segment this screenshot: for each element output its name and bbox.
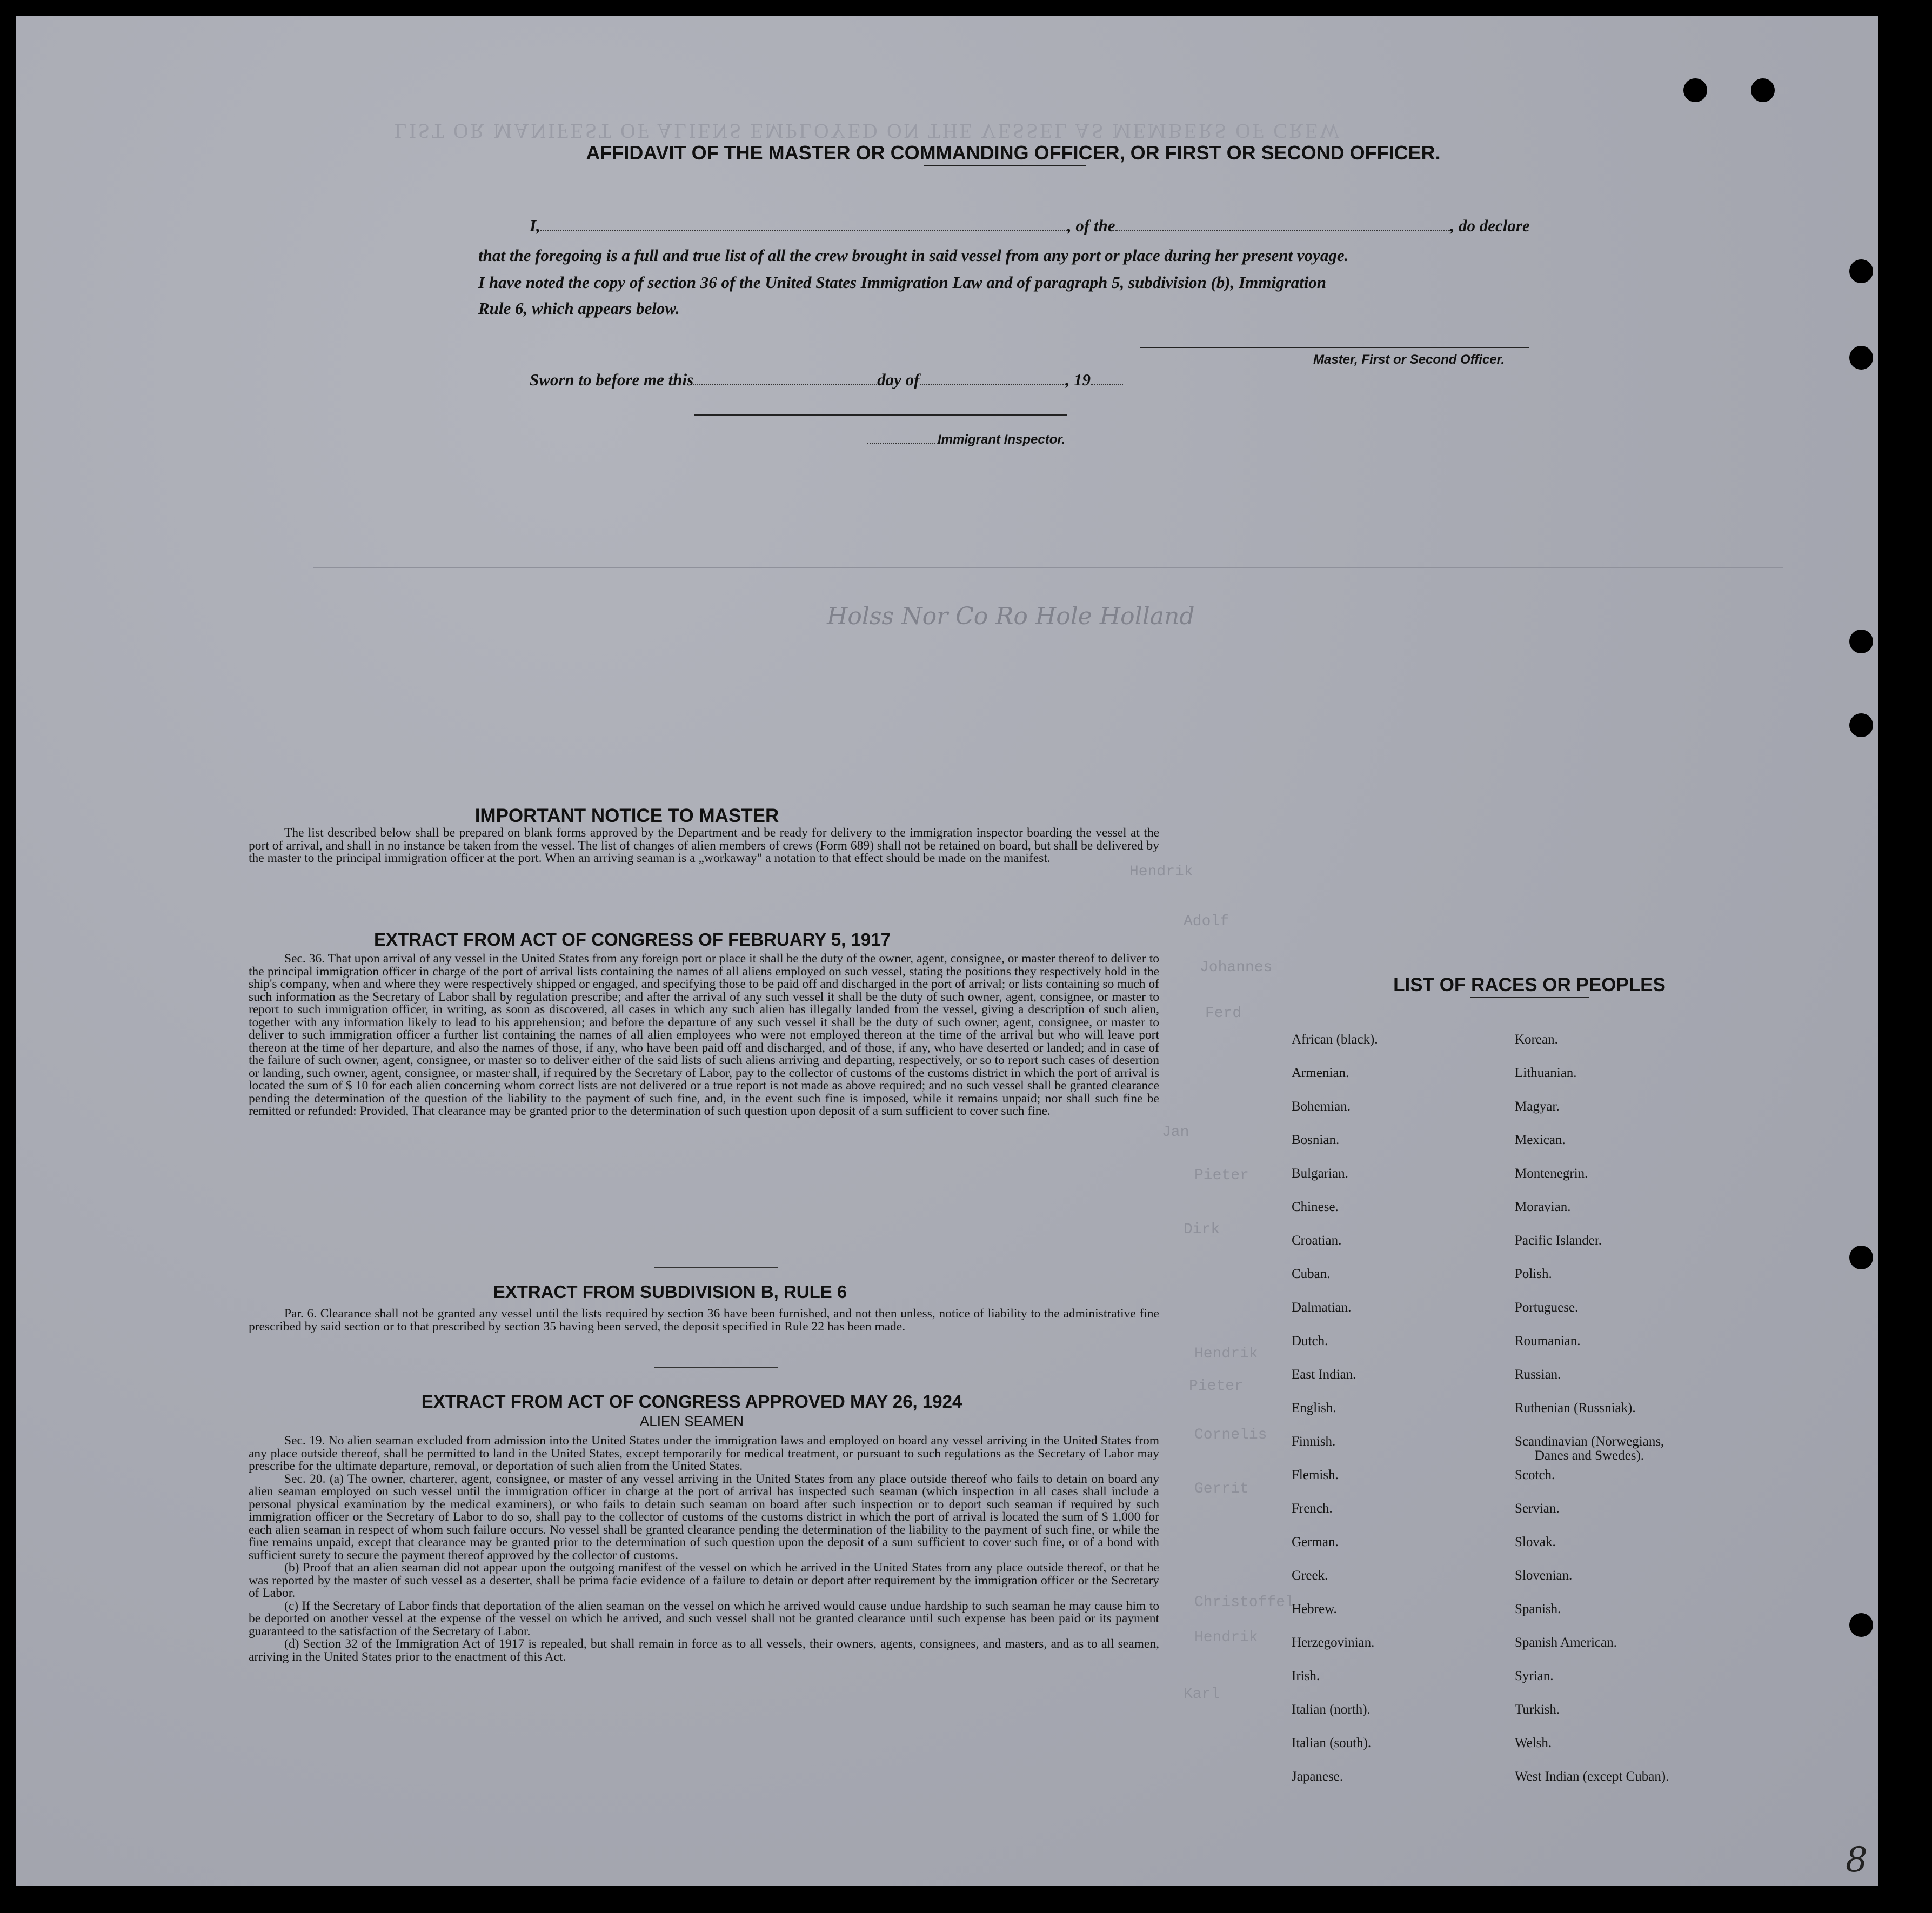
sworn-year-field[interactable] [1091,384,1123,385]
race-item: East Indian. [1292,1367,1356,1382]
punch-hole [1849,1246,1873,1269]
sworn-month-field[interactable] [920,384,1066,385]
bleed-through-name: Jan [1162,1124,1189,1141]
sec20a: Sec. 20. (a) The owner, charterer, agent, consignee, or master of any vessel arriving in the United States from any place outside thereof who fails to detain on board any alien seaman employed on such vessel until the immigration officer in charge at the port of arrival has inspected such seaman (which inspection in all cases shall include a personal physical examination by the medical examiners), or who fails to detain such seaman on board after such inspection or to deport such seaman if required by such immigration officer or the Secretary of Labor to do so, shall pay to the collector of customs of the customs district in which the port of arrival is located the sum of $ 1,000 for each alien seaman in respect of whom such failure occurs. No vessel shall be granted clearance pending the determination of the liability to the payment of such fine, or while the fine remains unpaid, except that clearance may be granted prior to the determination of such question upon the deposit of a sum sufficient to cover such fine, or of a bond with sufficient surety to secure the payment thereof approved by the collector of customs. [249,1471,1159,1562]
race-item: Dalmatian. [1292,1300,1352,1315]
race-item: Croatian. [1292,1233,1342,1248]
race-item: Cuban. [1292,1267,1331,1281]
extract-1917-end-rule [654,1267,778,1268]
sec20b: (b) Proof that an alien seaman did not appear upon the outgoing manifest of the vessel on which he arrived in the United States from any place outside thereof, or that he was reported by the master of such vessel as a deserter, shall be prima facie evidence of a failure to detain or deport after requirement by the immigration officer or the Secretary of Labor. [249,1561,1159,1600]
bleed-through-name: Johannes [1200,959,1273,976]
bleed-through-rule [313,567,1783,568]
race-item: Moravian. [1515,1200,1571,1214]
vessel-label: , of the [1067,216,1115,235]
race-item: Herzegovinian. [1292,1635,1375,1650]
race-item: Roumanian. [1515,1334,1581,1348]
race-item: Polish. [1515,1267,1552,1281]
affidavit-line-3: I have noted the copy of section 36 of the United States Immigration Law and of paragraph 5, subdivision (b), Immigration [478,273,1327,292]
race-item: Montenegrin. [1515,1166,1588,1181]
vessel-name-field[interactable] [1115,230,1450,231]
bleed-through-name: Pieter [1194,1167,1249,1184]
race-item: Spanish. [1515,1602,1561,1616]
race-item: Finnish. [1292,1434,1336,1449]
bleed-through-handwriting: Holss Nor Co Ro Hole Holland [827,603,1195,630]
extract-1917-title: EXTRACT FROM ACT OF CONGRESS OF FEBRUARY 5, 1917 [374,929,891,949]
sworn-line [530,370,1123,390]
race-item: French. [1292,1501,1333,1516]
affidavit-title-rule [924,165,1086,166]
race-item: Greek. [1292,1568,1328,1583]
race-item: Scandinavian (Norwegians, [1515,1434,1664,1449]
affidavit-line-2: that the foregoing is a full and true list of all the crew brought in said vessel from any port or place during her present voyage. [478,246,1349,265]
race-item: Magyar. [1515,1099,1560,1114]
bleed-through-name: Ferd [1205,1005,1242,1022]
bleed-through-name: Karl [1184,1686,1220,1703]
race-item: Chinese. [1292,1200,1339,1214]
extract-rule6-title: EXTRACT FROM SUBDIVISION B, RULE 6 [493,1282,847,1302]
bleed-through-name: Hendrik [1194,1346,1258,1362]
race-item: Slovak. [1515,1535,1556,1549]
race-item: Russian. [1515,1367,1561,1382]
bleed-through-name: Hendrik [1129,864,1193,880]
sec20c: (c) If the Secretary of Labor finds that deportation of the alien seaman on the vessel on which he arrived would cause undue hardship to such seaman he may cause him to be deported on another vessel at the expense of the vessel on which he arrived, and such vessel shall not be granted clearance until such expense has been paid or its payment guaranteed to the satisfaction of the Secretary of Labor. [249,1598,1159,1638]
race-item: Italian (south). [1292,1736,1372,1750]
extract-1917-text: Sec. 36. That upon arrival of any vessel in the United States from any foreign port or place it shall be the duty of the owner, agent, consignee, or master thereof to deliver to the principal immigration officer in charge of the port of arrival lists containing the names of all aliens employed on such vessel, stating the positions they respectively hold in the ship's company, when and where they were respectively shipped or engaged, and specifying those to be paid off and discharged in the port of arrival; or lists containing so much of such information as the Secretary of Labor shall by regulation prescribe; and after the arrival of any such vessel it shall be the duty of such owner, agent, consignee, or master to report to such immigration officer, in writing, as soon as discovered, all cases in which any such alien has illegally landed from the vessel, giving a description of such alien, together with any information likely to lead to his apprehension; and before the departure of any such vessel it shall be the duty of such owner, agent, consignee, or master to deliver to such immigration officer a further list containing the names of all alien employees who were not employed thereon at the time of the arrival but who will leave port thereon at the time of her departure, and also the names of those, if any, who have been paid off and discharged, and of those, if any, who have deserted or landed; and in case of the failure of such owner, agent, consignee, or master so to deliver either of the said lists of such aliens arriving and departing, respectively, or so to report such cases of desertion or landing, such owner, agent, consignee, or master shall, if required by the Secretary of Labor, pay to the collector of customs of the customs district in which the port of arrival is located the sum of $ 10 for each alien concerning whom correct lists are not delivered or a true report is not made as above required; and no such vessel shall be granted clearance pending the determination of the question of the liability to the payment of such fine, and, in the event such fine is imposed, while it remains unpaid; nor shall such fine be remitted or refunded: Provided, That clearance may be granted prior to the determination of such question upon deposit of a sum sufficient to cover such fine. [249,952,1159,1118]
affidavit-declaration-line [530,216,1530,236]
year-label: , 19 [1065,370,1091,389]
bleed-through-name: Christoffel [1194,1594,1294,1611]
punch-hole [1849,259,1873,283]
race-item: Welsh. [1515,1736,1552,1750]
race-item: Italian (north). [1292,1702,1371,1717]
bleed-through-name: Pieter [1189,1378,1244,1395]
race-item: Turkish. [1515,1702,1560,1717]
page-number: 8 [1846,1840,1868,1880]
race-item: Japanese. [1292,1769,1343,1784]
race-item: Dutch. [1292,1334,1328,1348]
race-item: Hebrew. [1292,1602,1337,1616]
bleed-through-name: Gerrit [1194,1481,1249,1497]
extract-rule6-end-rule [654,1367,778,1368]
declare-label: , do declare [1450,216,1530,235]
race-item: Scotch. [1515,1468,1555,1482]
punch-hole [1683,78,1707,102]
master-signature-caption: Master, First or Second Officer. [1313,352,1505,367]
extract-1924-subtitle: ALIEN SEAMEN [639,1413,744,1429]
bleed-through-name: Cornelis [1194,1427,1267,1443]
sec20d: (d) Section 32 of the Immigration Act of 1917 is repealed, but shall remain in force as to all vessels, their owners, agents, consignees, and masters, and as to all seamen, arriving in the United States prior to the enactment of this Act. [249,1637,1159,1664]
race-item: Portuguese. [1515,1300,1579,1315]
inspector-signature-line[interactable] [694,414,1067,416]
races-title: LIST OF RACES OR PEOPLES [1393,974,1666,995]
extract-1924-text [249,1435,1159,1663]
race-item: African (black). [1292,1032,1378,1047]
bleed-through-name: Dirk [1184,1221,1220,1238]
extract-rule6-text: Par. 6. Clearance shall not be granted any vessel until the lists required by section 36 have been furnished, and not then unless, notice of liability to the administrative fine prescribed by said section or to that prescribed by section 35 having been served, the deposit specified in Rule 22 has been made. [249,1307,1159,1334]
race-item: Slovenian. [1515,1568,1573,1583]
day-of-label: day of [877,370,920,389]
declarant-name-field[interactable] [540,230,1067,231]
race-item: Flemish. [1292,1468,1339,1482]
sec19: Sec. 19. No alien seaman excluded from admission into the United States under the immigration laws and employed on board any vessel arriving in the United States from any place outside thereof, shall be permitted to land in the United States, except temporarily for medical treatment, or pursuant to such regulations as the Secretary of Labor may prescribe for the ultimate departure, removal, or deportation of such alien from the United States. [249,1434,1159,1473]
race-item: Pacific Islander. [1515,1233,1602,1248]
punch-hole [1849,630,1873,653]
race-item: Armenian. [1292,1066,1349,1080]
manifest-page [16,16,1878,1886]
race-item: Ruthenian (Russniak). [1515,1401,1636,1415]
race-item: Irish. [1292,1669,1320,1683]
race-item: Bulgarian. [1292,1166,1348,1181]
master-signature-line[interactable] [1140,347,1529,348]
race-item: West Indian (except Cuban). [1515,1769,1669,1784]
race-item: Syrian. [1515,1669,1554,1683]
affidavit-title: AFFIDAVIT OF THE MASTER OR COMMANDING OFFICER, OR FIRST OR SECOND OFFICER. [586,142,1441,164]
race-item-continuation: Danes and Swedes). [1535,1448,1644,1463]
bleed-through-header: LIST OR MANIFEST OF ALIENS EMPLOYED ON THE VESSEL AS MEMBERS OF CREW [395,119,1342,142]
race-item: Spanish American. [1515,1635,1617,1650]
race-item: Bosnian. [1292,1133,1340,1147]
race-item: English. [1292,1401,1336,1415]
inspector-caption: Immigrant Inspector. [867,432,1065,447]
declarant-label: I, [530,216,540,235]
races-title-rule [1470,997,1589,998]
sworn-day-field[interactable] [693,384,877,385]
notice-text: The list described below shall be prepared on blank forms approved by the Department and be ready for delivery to the immigration inspector boarding the vessel at the port of arrival, and shall in no instance be taken from the vessel. The list of changes of alien members of crews (Form 689) shall not be retained on board, but shall be delivered by the master to the principal immigration officer at the port. When an arriving seaman is a „workaway" a notation to that effect should be made on the manifest. [249,826,1159,865]
bleed-through-name: Hendrik [1194,1629,1258,1646]
race-item: Bohemian. [1292,1099,1351,1114]
race-item: Lithuanian. [1515,1066,1577,1080]
bleed-through-name: Adolf [1184,913,1229,930]
race-item: Servian. [1515,1501,1560,1516]
sworn-label: Sworn to before me this [530,370,694,389]
punch-hole [1849,1613,1873,1637]
race-item: German. [1292,1535,1339,1549]
race-item: Mexican. [1515,1133,1566,1147]
notice-title: IMPORTANT NOTICE TO MASTER [474,805,779,826]
punch-hole [1849,713,1873,737]
race-item: Korean. [1515,1032,1558,1047]
punch-hole [1751,78,1775,102]
affidavit-line-4: Rule 6, which appears below. [478,299,680,318]
punch-hole [1849,346,1873,370]
extract-1924-title: EXTRACT FROM ACT OF CONGRESS APPROVED MAY 26, 1924 [421,1392,962,1412]
